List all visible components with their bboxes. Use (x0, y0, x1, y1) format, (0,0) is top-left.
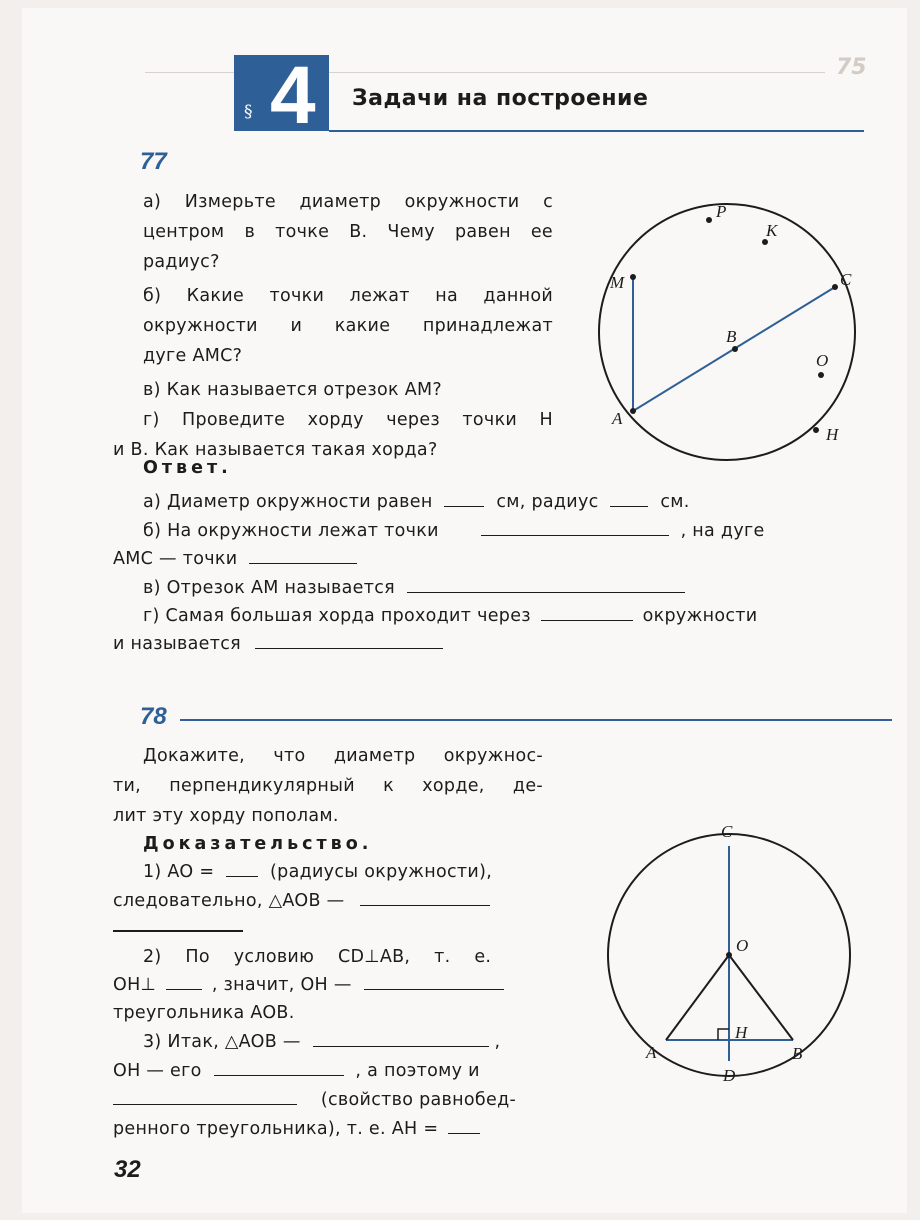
answer-a-text3: см. (660, 492, 690, 512)
section-number: 4 (270, 50, 316, 141)
q-d-line2: и B. Как называется такая хорда? (113, 440, 438, 460)
proof-heading (143, 829, 372, 859)
answer-heading-text: Ответ. (143, 458, 232, 478)
answer-d (143, 601, 757, 631)
proof-step-3 (143, 1027, 500, 1057)
answer-d-blank2[interactable] (255, 630, 443, 649)
section-title: Задачи на построение (352, 86, 649, 111)
point-h (813, 427, 819, 433)
ghost-page-number: 75 (836, 55, 867, 80)
problem-78-statement (113, 741, 543, 831)
figure-78-circle (590, 815, 880, 1095)
answer-b-blank-points[interactable] (481, 517, 669, 536)
step3-text1: 3) Итак, △AOB — (143, 1032, 301, 1052)
answer-a-text1: а) Диаметр окружности равен (143, 492, 433, 512)
step3-blank1[interactable] (313, 1028, 489, 1047)
proof-step-2-end (113, 998, 295, 1028)
answer-b-text3: AMC — точки (113, 549, 238, 569)
label-o78: O (736, 936, 749, 955)
step3-blank2[interactable] (214, 1057, 344, 1076)
problem-77-number: 77 (140, 148, 167, 175)
point-m (630, 274, 636, 280)
label-b: B (726, 327, 737, 346)
section-symbol: § (244, 102, 253, 122)
step3-text5: (свойство равнобед- (320, 1090, 517, 1110)
point-c (832, 284, 838, 290)
step2-text3: , значит, OH — (211, 975, 352, 995)
q-b-line2: окружности и какие принадлежат (143, 316, 553, 336)
q-b-line1: б) Какие точки лежат на данной (143, 286, 553, 306)
answer-c-blank[interactable] (407, 574, 685, 593)
proof-heading-text: Доказательство. (143, 834, 373, 854)
q-b-line3: дуге AMC? (143, 346, 243, 366)
label-m: M (610, 273, 625, 292)
step1-blank1[interactable] (226, 858, 258, 877)
point-a (630, 408, 636, 414)
step3-text6: ренного треугольника), т. е. AH = (113, 1119, 439, 1139)
step2-blank2[interactable] (364, 971, 504, 990)
radius-oa (666, 955, 729, 1040)
statement-line1: Докажите, что диаметр окружнос- (143, 746, 543, 766)
label-c: C (840, 270, 852, 289)
step2-text2: OH⊥ (113, 975, 157, 995)
answer-heading (143, 453, 232, 483)
proof-step-2 (143, 942, 543, 972)
q-a-line1: а) Измерьте диаметр окружности с (143, 192, 553, 212)
answer-b-blank-arc[interactable] (249, 545, 357, 564)
q-a-line3: радиус? (143, 252, 220, 272)
section-rule (329, 130, 864, 132)
q-c: в) Как называется отрезок AM? (143, 380, 442, 400)
statement-line3: лит эту хорду пополам. (113, 806, 339, 826)
proof-step-1 (143, 857, 492, 887)
problem-78-rule (180, 719, 892, 721)
label-a: A (612, 409, 623, 428)
step3-text3: OH — его (113, 1061, 202, 1081)
q-a-line2: центром в точке B. Чему равен ее (143, 222, 553, 242)
step2-text1: 2) По условию CD⊥AB, т. е. (143, 947, 492, 967)
label-b78: B (792, 1044, 803, 1063)
answer-d-text2: окружности (642, 606, 758, 626)
answer-a (143, 487, 690, 517)
problem-77-questions (113, 187, 553, 465)
label-a78: A (646, 1043, 657, 1062)
answer-a-blank-radius[interactable] (610, 488, 648, 507)
answer-a-blank-diameter[interactable] (444, 488, 484, 507)
step1-text2: (радиусы окружности), (270, 862, 493, 882)
right-angle-mark (718, 1029, 729, 1040)
label-p: P (716, 202, 727, 221)
step1-blank2[interactable] (360, 887, 490, 906)
answer-d-blank1[interactable] (541, 602, 633, 621)
answer-b-cont (113, 544, 357, 574)
section-badge (234, 50, 329, 141)
point-o78 (726, 952, 732, 958)
step3-text4: , а поэтому и (355, 1061, 480, 1081)
proof-step-3-cont (113, 1056, 480, 1086)
step3-blank3[interactable] (113, 1086, 297, 1105)
point-o (818, 372, 824, 378)
step1-blank3[interactable] (113, 930, 243, 932)
proof-step-3-line3 (113, 1085, 516, 1115)
q-d-line1: г) Проведите хорду через точки H (143, 410, 553, 430)
answer-d-text3: и называется (113, 634, 241, 654)
page-number: 32 (114, 1156, 141, 1183)
point-b (732, 346, 738, 352)
step2-blank1[interactable] (166, 971, 202, 990)
answer-c (143, 573, 685, 603)
label-d78: D (723, 1066, 736, 1085)
figure-77-circle (590, 190, 880, 480)
label-c78: C (721, 822, 733, 841)
step2-text4: треугольника AOB. (113, 1003, 295, 1023)
proof-step-3-line4 (113, 1114, 480, 1144)
step3-blank4[interactable] (448, 1115, 480, 1134)
answer-b-text2: , на дуге (680, 521, 765, 541)
problem-78-number: 78 (140, 703, 167, 730)
answer-d-cont (113, 629, 443, 659)
step3-text2: , (494, 1032, 501, 1052)
step1-text3: следовательно, △AOB — (113, 891, 345, 911)
answer-b (143, 516, 765, 546)
label-h78: H (735, 1023, 748, 1042)
answer-c-text: в) Отрезок AM называется (143, 578, 395, 598)
proof-step-2-cont (113, 970, 504, 1000)
point-p (706, 217, 712, 223)
proof-step-1-cont (113, 886, 490, 916)
step1-text1: 1) AO = (143, 862, 215, 882)
answer-a-text2: см, радиус (496, 492, 599, 512)
statement-line2: ти, перпендикулярный к хорде, де- (113, 776, 543, 796)
label-o: O (816, 351, 829, 370)
answer-d-text1: г) Самая большая хорда проходит через (143, 606, 531, 626)
answer-b-text1: б) На окружности лежат точки (143, 521, 439, 541)
label-k: K (766, 221, 778, 240)
label-h: H (826, 425, 839, 444)
